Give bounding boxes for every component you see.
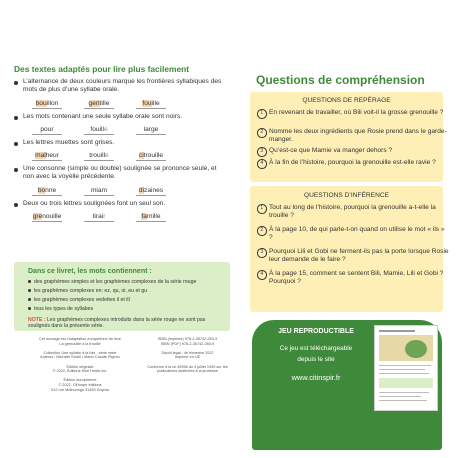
repro-line2: depuis le site [297, 356, 335, 363]
tips-list [14, 78, 228, 222]
word-part: tille [99, 99, 110, 107]
word-part: miam [90, 186, 108, 194]
question-item: 3 Pourquoi Lili et Gobi ne ferment-ils pas la porte lorsque Rosie leur demande de le faire ? [257, 248, 449, 264]
reproducible-game-box [252, 320, 442, 450]
word-part: fouill [90, 125, 104, 133]
bullet-icon [14, 168, 18, 172]
example-words [32, 152, 228, 161]
tip-block [14, 165, 228, 196]
word-part: gre [32, 213, 43, 221]
bullet-icon [28, 307, 31, 310]
word-part: bou [35, 99, 47, 107]
thumb-line [379, 400, 427, 401]
credit-line: Auteurs : Michelle Khalil • Marie-Claude Pigeon [40, 355, 120, 360]
word-part: e [105, 152, 109, 160]
word-part: trouille [143, 152, 164, 160]
word-content-note: NOTE : Les graphèmes complexes introduits dans la série rouge ne sont pas soulignés dans la présente série. [28, 317, 206, 330]
credits-right [140, 337, 235, 374]
word-content-item: les graphèmes complexes en: ez, qu, oi, eu et gu [28, 288, 147, 294]
credit-line: Collection Une syllabe à la fois - série verte [43, 350, 117, 355]
question-item: 4 À la page 15, comment se sentent Bili, Mamie, Lili et Gobi ? Pourquoi ? [257, 270, 449, 286]
tip-block [14, 200, 228, 222]
word-part: ci [138, 152, 144, 160]
example-word [32, 213, 62, 222]
word-part: tirai [92, 213, 104, 221]
word-part: nne [45, 186, 57, 194]
tip-block [14, 78, 228, 109]
word-part: e [103, 125, 108, 133]
word-part: trouill [89, 152, 106, 160]
example-word [136, 126, 166, 135]
credit-line: ISBN (imprimé) 978-2-35742-263-9 [157, 337, 218, 341]
tip-block [14, 139, 228, 161]
repro-title: JEU REPRODUCTIBLE [278, 328, 354, 335]
word-part: di [138, 186, 145, 194]
question-item: 4 À la fin de l’histoire, pourquoi la grenouille est-elle ravie ? [257, 159, 449, 167]
tip-text: Les lettres muettes sont grises. [14, 139, 228, 147]
word-content-item: des graphèmes simples et les graphèmes complexes de la série rouge [28, 279, 196, 285]
example-word [84, 152, 114, 161]
bullet-icon [14, 81, 18, 85]
example-word [136, 152, 166, 161]
question-item: 3 Qu’est-ce que Mamie va manger dehors ? [257, 147, 449, 155]
example-word [84, 100, 114, 109]
thumb-line [379, 392, 429, 393]
word-part: fou [142, 99, 152, 107]
thumb-line [379, 396, 421, 397]
tip-text: Une consonne (simple ou double) soulignée se prononce seule, et non avec la voyelle précédente. [14, 165, 228, 182]
word-part: bo [37, 186, 46, 194]
example-words [32, 100, 228, 109]
credit-line: © 2022, Cit’inspir éditions [58, 382, 102, 387]
thumb-line [379, 373, 429, 374]
word-content-item: tous les types de syllabes [28, 306, 93, 312]
word-part: large [143, 125, 159, 133]
inference-box [250, 186, 449, 312]
credit-line: Cet ouvrage est l’adaptation européenne du livre [39, 337, 121, 341]
example-word [136, 213, 166, 222]
tip-text: Deux ou trois lettres soulignées font un seul son. [14, 200, 228, 208]
thumb-box [379, 378, 433, 388]
bullet-icon [28, 298, 31, 301]
word-part: mal [35, 152, 46, 160]
word-part: pour [40, 125, 54, 133]
word-content-box [14, 262, 230, 331]
example-word [32, 152, 62, 161]
inference-title: QUESTIONS D’INFÉRENCE [304, 192, 389, 199]
example-word [136, 187, 166, 196]
word-part: ille [151, 99, 160, 107]
word-part: mille [146, 213, 161, 221]
credit-line: publications destinées à la jeunesse [157, 369, 218, 374]
question-item: 1 Tout au long de l’histoire, pourquoi la grenouille a-t-elle la trouille ? [257, 204, 449, 220]
tip-text: Les mots contenant une seule syllabe orale sont noirs. [14, 113, 228, 121]
credit-line: Imprimé en UE [174, 355, 201, 360]
bullet-icon [14, 203, 18, 207]
credit-line: 512 rue Mothuonge 31450 Doyma [51, 387, 109, 392]
word-part: heur [45, 152, 59, 160]
example-word [136, 100, 166, 109]
thumb-line [379, 369, 425, 370]
credit-line: © 2022, Éditions Midi Trente inc. [52, 369, 108, 374]
word-part: fa [141, 213, 147, 221]
word-content-item: les graphèmes complexes vedettes il et ill [28, 297, 130, 303]
frog-illustration [405, 340, 427, 358]
word-part: zaines [144, 186, 164, 194]
credit-line: La grenouille a la trouille [59, 341, 101, 346]
question-item: 2 À la page 10, de qui parle-t-on quand on utilise le mot « ils » ? [257, 226, 449, 242]
reperage-title: QUESTIONS DE REPÉRAGE [302, 97, 391, 104]
example-words [32, 213, 228, 222]
example-words [32, 187, 228, 196]
example-word [84, 213, 114, 222]
word-content-title: Dans ce livret, les mots contiennent : [28, 268, 152, 275]
credit-line: Conforme à la loi 49956 du 4 juillet 1949 sur les [147, 364, 228, 369]
word-part: gen [88, 99, 100, 107]
bullet-icon [28, 289, 31, 292]
right-title: Questions de compréhension [256, 73, 425, 87]
left-column [14, 64, 228, 225]
tip-block [14, 113, 228, 135]
word-part: r [103, 213, 106, 221]
credit-line: ISBN (PDF) 978-2-35742-263-9 [160, 341, 215, 346]
question-item: 1 En revenant de travailler, où Bili voit-il la grosse grenouille ? [257, 109, 449, 117]
tip-text: L’alternance de deux couleurs marque les frontières syllabiques des mots de plus d’une syllabe orale. [14, 78, 228, 95]
example-word [32, 126, 62, 135]
word-part: nouille [42, 213, 62, 221]
credit-line: Dépôt légal : 4e trimestre 2022 [161, 350, 214, 355]
credit-line: Édition européenne [63, 378, 97, 383]
question-item: 2 Nomme les deux ingrédients que Rosie prend dans le garde-manger. [257, 128, 449, 144]
repro-url[interactable]: www.citinspir.fr [291, 373, 341, 382]
credits-left [20, 337, 140, 392]
thumb-heading [379, 330, 415, 332]
left-title: Des textes adaptés pour lire plus facilement [14, 64, 190, 74]
example-word [32, 100, 62, 109]
example-words [32, 126, 228, 135]
example-word [84, 187, 114, 196]
thumb-line [379, 365, 431, 366]
word-part: illon [46, 99, 59, 107]
reperage-box [250, 92, 447, 182]
repro-line1: Ce jeu est téléchargeable [279, 345, 353, 352]
example-word [32, 187, 62, 196]
game-sheet-thumbnail [374, 325, 438, 411]
bullet-icon [14, 116, 18, 120]
bullet-icon [14, 142, 18, 146]
example-word [84, 126, 114, 135]
bullet-icon [28, 280, 31, 283]
credit-line: Édition originale [66, 364, 94, 369]
